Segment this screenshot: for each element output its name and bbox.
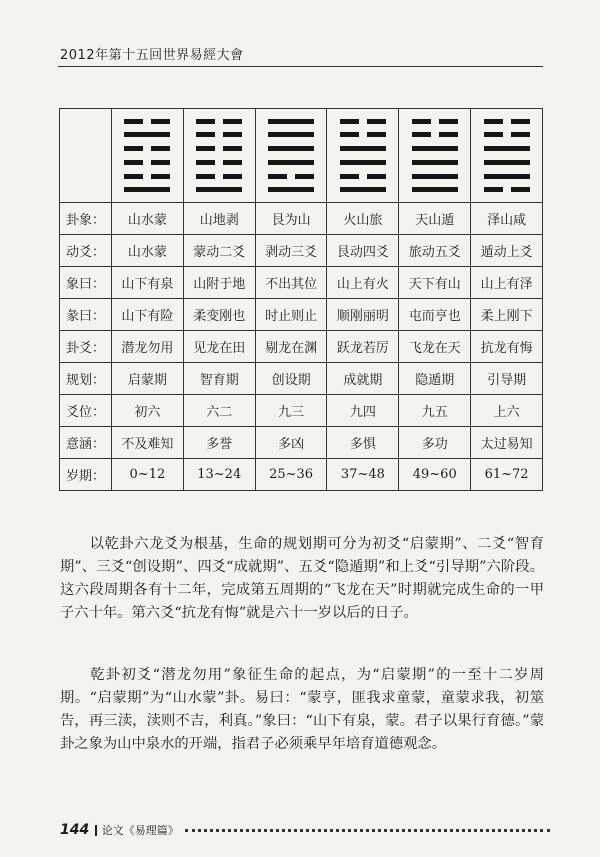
table-cell: 25~36 (255, 459, 327, 491)
footer-section: 论文《易理篇》 (101, 824, 179, 837)
line-segment (196, 174, 215, 179)
line-segment (151, 146, 170, 151)
yin-line (340, 132, 386, 137)
table-cell: 初六 (112, 395, 184, 427)
table-cell: 屯而亨也 (399, 299, 471, 331)
yang-line (268, 187, 314, 192)
table-cell: 剔龙在渊 (255, 331, 327, 363)
hexagram-cell (471, 109, 543, 203)
yang-line (484, 160, 530, 165)
table-cell: 山地剥 (183, 203, 255, 235)
line-segment (340, 174, 359, 179)
row-label: 规划： (60, 363, 112, 395)
header-rule (58, 66, 543, 67)
table-cell: 智育期 (183, 363, 255, 395)
table-cell: 九四 (327, 395, 399, 427)
line-segment (340, 119, 359, 124)
table-cell: 潜龙勿用 (112, 331, 184, 363)
footer-separator (95, 825, 97, 836)
yin-line (340, 174, 386, 179)
footer-dotted-rule (185, 829, 550, 832)
row-label: 卦象： (60, 203, 112, 235)
table-cell: 山水蒙 (112, 203, 184, 235)
line-segment (340, 132, 359, 137)
hexagram-symbol-5 (412, 119, 458, 193)
table-cell: 九五 (399, 395, 471, 427)
yang-line (412, 146, 458, 151)
table-cell: 九三 (255, 395, 327, 427)
line-segment (196, 187, 242, 192)
table-cell: 剥动三爻 (255, 235, 327, 267)
table-row (60, 363, 543, 395)
yang-line (412, 160, 458, 165)
yin-line (124, 119, 170, 124)
table-cell: 49~60 (399, 459, 471, 491)
hexagram-cell (112, 109, 184, 203)
hexagram-symbol-1 (124, 119, 170, 193)
hexagram-symbol-3 (268, 119, 314, 193)
paragraph-2-text: 乾卦初爻“潜龙勿用”象征生命的起点，为“启蒙期”的一至十二岁周期。“启蒙期”为“山水蒙”卦。易曰：“蒙亨，匪我求童蒙，童蒙求我，初筮告，再三渎，渎则不吉，利真。”象曰：“山下有泉，蒙。君子以果行育德。”蒙卦之象为山中泉水的开端，指君子必须乘早年培育道德观念。 (60, 667, 544, 752)
line-segment (223, 174, 242, 179)
table-cell: 顺刚丽明 (327, 299, 399, 331)
table-row (60, 267, 543, 299)
yin-line (124, 146, 170, 151)
line-segment (268, 132, 314, 137)
line-segment (223, 146, 242, 151)
hexagram-table (59, 108, 543, 491)
yin-line (196, 174, 242, 179)
paragraph-1-text: 以乾卦六龙爻为根基，生命的规划期可分为初爻“启蒙期”、二爻“智育期”、三爻“创设期”、四爻“成就期”、五爻“隐遁期”和上爻“引导期”六阶段。这六段周期各有十二年，完成第五周期的“飞龙在天”时期就完成生命的一甲子六十年。第六爻“抗龙有悔”就是六十一岁以后的日子。 (60, 536, 544, 621)
table-cell: 遁动上爻 (471, 235, 543, 267)
page-number: 144 (60, 822, 90, 838)
yin-line (340, 119, 386, 124)
table-cell: 天山遁 (399, 203, 471, 235)
line-segment (196, 160, 215, 165)
line-segment (151, 174, 170, 179)
line-segment (268, 187, 314, 192)
line-segment (340, 160, 386, 165)
table-cell: 引导期 (471, 363, 543, 395)
yang-line (484, 146, 530, 151)
running-header: 2012年第十五回世界易經大會 (60, 48, 244, 63)
table-cell: 山上有火 (327, 267, 399, 299)
yin-line (196, 146, 242, 151)
line-segment (223, 160, 242, 165)
table-cell: 艮动四爻 (327, 235, 399, 267)
row-label: 卦爻： (60, 331, 112, 363)
table-cell: 山下有泉 (112, 267, 184, 299)
line-segment (511, 187, 530, 192)
table-row (60, 427, 543, 459)
table-cell: 蒙动二爻 (183, 235, 255, 267)
line-segment (340, 146, 386, 151)
line-segment (439, 132, 458, 137)
yin-line (124, 174, 170, 179)
line-segment (124, 132, 170, 137)
table-cell: 山下有险 (112, 299, 184, 331)
table-cell: 见龙在田 (183, 331, 255, 363)
line-segment (412, 160, 458, 165)
table-cell: 泽山咸 (471, 203, 543, 235)
yin-line (412, 119, 458, 124)
line-segment (511, 132, 530, 137)
table-row (60, 299, 543, 331)
yin-line (196, 119, 242, 124)
hexagram-cell (327, 109, 399, 203)
table-row (60, 331, 543, 363)
table-cell: 艮为山 (255, 203, 327, 235)
page-footer (60, 822, 550, 838)
table-cell: 柔上刚下 (471, 299, 543, 331)
line-segment (151, 160, 170, 165)
yang-line (268, 160, 314, 165)
table-cell: 启蒙期 (112, 363, 184, 395)
table-cell: 时止则止 (255, 299, 327, 331)
yin-line (196, 160, 242, 165)
yin-line (196, 132, 242, 137)
line-segment (412, 187, 458, 192)
line-segment (124, 174, 143, 179)
line-segment (484, 174, 530, 179)
yang-line (340, 187, 386, 192)
table-cell: 创设期 (255, 363, 327, 395)
yin-line (484, 187, 530, 192)
table-cell: 不及难知 (112, 427, 184, 459)
paragraph-2 (60, 664, 544, 756)
yin-line (268, 174, 314, 179)
line-segment (124, 119, 143, 124)
table-cell: 多惧 (327, 427, 399, 459)
line-segment (223, 132, 242, 137)
table-cell: 抗龙有悔 (471, 331, 543, 363)
table-row (60, 235, 543, 267)
table-cell: 山附于地 (183, 267, 255, 299)
row-label: 意涵： (60, 427, 112, 459)
yang-line (412, 174, 458, 179)
line-segment (484, 187, 503, 192)
line-segment (484, 119, 503, 124)
yang-line (268, 132, 314, 137)
line-segment (196, 146, 215, 151)
line-segment (124, 187, 170, 192)
hexagram-symbol-2 (196, 119, 242, 193)
hexagram-symbol-6 (484, 119, 530, 193)
row-label: 爻位： (60, 395, 112, 427)
table-cell: 火山旅 (327, 203, 399, 235)
yang-line (124, 132, 170, 137)
line-segment (124, 146, 143, 151)
row-label: 岁期： (60, 459, 112, 491)
table-cell: 山上有泽 (471, 267, 543, 299)
table-cell: 太过易知 (471, 427, 543, 459)
yang-line (340, 160, 386, 165)
row-label: 象曰： (60, 267, 112, 299)
line-segment (223, 119, 242, 124)
line-segment (484, 132, 503, 137)
table-cell: 13~24 (183, 459, 255, 491)
line-segment (196, 132, 215, 137)
line-segment (412, 132, 431, 137)
line-segment (439, 119, 458, 124)
line-segment (367, 119, 386, 124)
yin-line (484, 119, 530, 124)
line-segment (151, 119, 170, 124)
yin-line (412, 132, 458, 137)
yang-line (412, 187, 458, 192)
line-segment (511, 119, 530, 124)
hexagram-cell (255, 109, 327, 203)
yin-line (124, 160, 170, 165)
table-cell: 0~12 (112, 459, 184, 491)
table-cell: 六二 (183, 395, 255, 427)
table-cell: 天下有山 (399, 267, 471, 299)
table-cell: 成就期 (327, 363, 399, 395)
yin-line (484, 132, 530, 137)
paragraph-1 (60, 533, 544, 625)
table-cell: 61~72 (471, 459, 543, 491)
hexagram-symbol-4 (340, 119, 386, 193)
line-segment (367, 174, 386, 179)
line-segment (124, 160, 143, 165)
row-label: 彖曰： (60, 299, 112, 331)
line-segment (295, 174, 314, 179)
row-label: 动爻： (60, 235, 112, 267)
corner-cell (60, 109, 112, 203)
table-cell: 跃龙若厉 (327, 331, 399, 363)
line-segment (196, 119, 215, 124)
yang-line (340, 146, 386, 151)
line-segment (412, 174, 458, 179)
yang-line (196, 187, 242, 192)
table-row (60, 459, 543, 491)
table-cell: 山水蒙 (112, 235, 184, 267)
table-cell: 37~48 (327, 459, 399, 491)
line-segment (412, 119, 431, 124)
line-segment (340, 187, 386, 192)
line-segment (412, 146, 458, 151)
table-row (60, 203, 543, 235)
line-segment (268, 119, 314, 124)
table-cell: 柔变刚也 (183, 299, 255, 331)
yang-line (268, 146, 314, 151)
line-segment (484, 146, 530, 151)
line-segment (268, 174, 287, 179)
hexagram-glyph-row (60, 109, 543, 203)
table-cell: 多凶 (255, 427, 327, 459)
yang-line (484, 174, 530, 179)
yang-line (268, 119, 314, 124)
table-cell: 隐遁期 (399, 363, 471, 395)
hexagram-cell (183, 109, 255, 203)
table-cell: 飞龙在天 (399, 331, 471, 363)
line-segment (268, 160, 314, 165)
line-segment (268, 146, 314, 151)
table-cell: 旅动五爻 (399, 235, 471, 267)
hexagram-cell (399, 109, 471, 203)
table-cell: 上六 (471, 395, 543, 427)
table-cell: 多誉 (183, 427, 255, 459)
table-cell: 多功 (399, 427, 471, 459)
table-cell: 不出其位 (255, 267, 327, 299)
yang-line (124, 187, 170, 192)
table-row (60, 395, 543, 427)
line-segment (484, 160, 530, 165)
line-segment (367, 132, 386, 137)
